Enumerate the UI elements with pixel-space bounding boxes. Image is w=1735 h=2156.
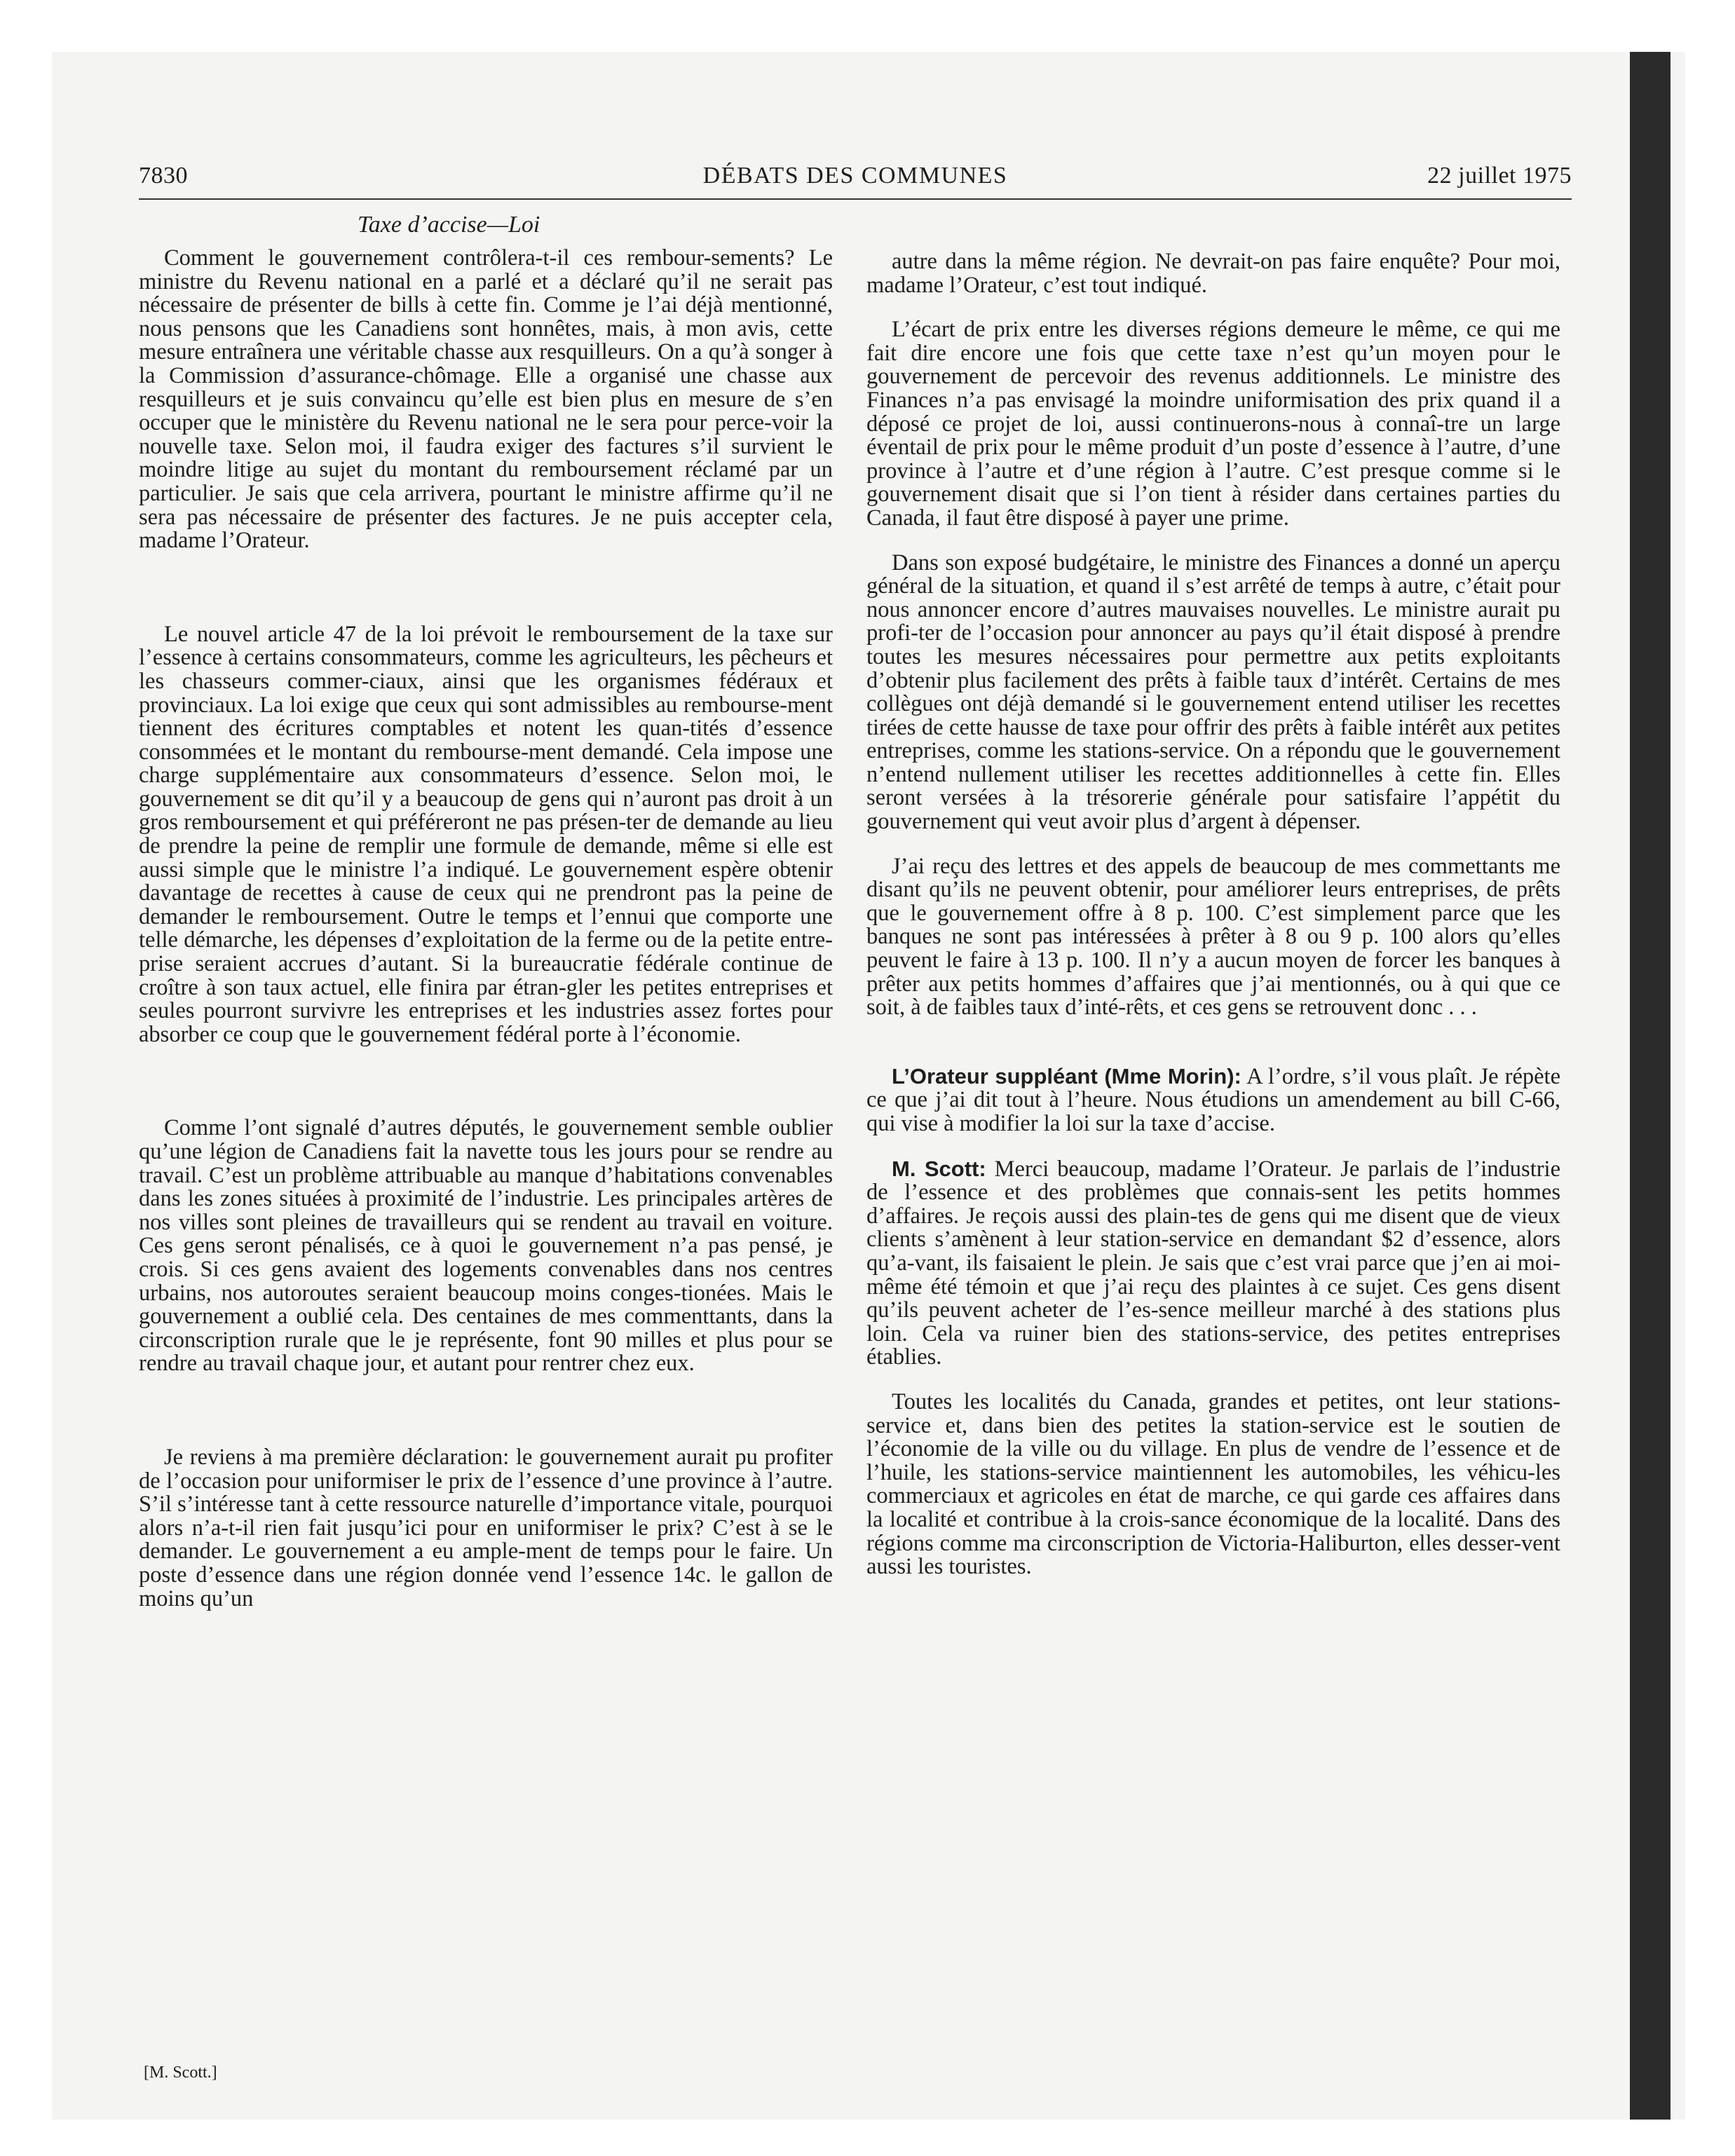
paragraph: autre dans la même région. Ne devrait-on pas faire enquête? Pour moi, madame l’Orateur, c’est tout indiqué. (866, 249, 1560, 298)
left-column (139, 247, 833, 1611)
speaker-name: L’Orateur suppléant (Mme Morin): (892, 1063, 1241, 1089)
paragraph: J’ai reçu des lettres et des appels de beaucoup de mes commettants me disant qu’ils ne peuvent obtenir, pour améliorer leurs entreprises, de prêts que le gouvernement offre à 8 p. 100. C’est simplement parce que les banques ne sont pas intéressées à prêter à 8 ou 9 p. 100 alors qu’elles peuvent le faire à 13 p. 100. Il n’y a aucun moyen de forcer les banques à prêter aux petits hommes d’affaires que j’ai mentionnés, ou à qui que ce soit, à de faibles taux d’inté-rêts, et ces gens se retrouvent donc . . . (866, 853, 1560, 1021)
speech-scott (866, 1157, 1560, 1370)
paragraph: Toutes les localités du Canada, grandes et petites, ont leur stations-service et, dans bien des petites la station-service est le soutien de l’économie de la ville ou du village. En plus de vendre de l’essence et de l’huile, les stations-service maintiennent les automobiles, les véhicu-les commerciaux et agricoles en état de marche, ce qui garde ces affaires dans la localité et contribue à la crois-sance économique de la localité. Dans des régions comme ma circonscription de Victoria-Haliburton, elles desser-vent aussi les touristes. (866, 1389, 1560, 1580)
scan-edge-bar (1630, 52, 1671, 2120)
paragraph: Comment le gouvernement contrôlera-t-il ces rembour-sements? Le ministre du Revenu national en a parlé et a déclaré qu’il ne serait pas nécessaire de présenter de bills à cette fin. Comme je l’ai déjà mentionné, nous pensons que les Canadiens sont honnêtes, mais, à mon avis, cette mesure entraînera une véritable chasse aux resquilleurs. On a qu’à songer à la Commission d’assurance-chômage. Elle a organisé une chasse aux resquilleurs et je suis convaincu qu’elle est bien plus en mesure de s’en occuper que le ministère du Revenu national ne le sera pour perce-voir la nouvelle taxe. Selon moi, il faudra exiger des factures s’il survient le moindre litige au sujet du montant du remboursement réclamé par un particulier. Je sais que cela arrivera, pourtant le ministre affirme qu’il ne sera pas nécessaire de présenter des factures. Je ne puis accepter cela, madame l’Orateur. (139, 245, 833, 554)
paragraph: Le nouvel article 47 de la loi prévoit le remboursement de la taxe sur l’essence à certains consommateurs, comme les agriculteurs, les pêcheurs et les chasseurs commer-ciaux, ainsi que les organismes fédéraux et provinciaux. La loi exige que ceux qui sont admissibles au rembourse-ment tiennent des écritures comptables et notent les quan-tités d’essence consommées et le montant du rembourse-ment demandé. Cela impose une charge supplémentaire aux consommateurs d’essence. Selon moi, le gouvernement se dit qu’il y a beaucoup de gens qui n’auront pas droit à un gros remboursement et qui préféreront ne pas présen-ter de demande au lieu de prendre la peine de remplir une formule de demande, même si elle est aussi simple que le ministre l’a indiqué. Le gouvernement espère obtenir davantage de recettes à cause de ceux qui ne prendront pas la peine de demander le remboursement. Outre le temps et l’ennui que comporte une telle démarche, les dépenses d’exploitation de la ferme ou de la petite entre-prise seraient accrues d’autant. Si la bureaucratie fédérale continue de croître à son taux actuel, elle finira par étran-gler les petites entreprises et seules pourront survivre les entreprises et les industries assez fortes pour absorber ce coup que le gouvernement fédéral porte à l’économie. (139, 621, 833, 1047)
section-subheading: Taxe d’accise—Loi (358, 212, 540, 238)
header-rule (139, 198, 1572, 200)
speech-text: A l’ordre, s’il vous plaît. Je répète ce que j’ai dit tout à l’heure. Nous étudions un amendement au bill C-66, qui vise à modifier la loi sur la taxe d’accise. (866, 1063, 1561, 1136)
page-date: 22 juillet 1975 (1427, 163, 1572, 189)
paragraph: Comme l’ont signalé d’autres députés, le gouvernement semble oublier qu’une légion de Canadiens fait la navette tous les jours pour se rendre au travail. C’est un problème attribuable au manque d’habitations convenables dans les zones situées à proximité de l’industrie. Les principales artères de nos villes sont pleines de travailleurs qui se rendent au travail en voiture. Ces gens seront pénalisés, ce à quoi le gouvernement n’a pas pensé, je crois. Si ces gens avaient des logements convenables dans nos centres urbains, nos autoroutes seraient beaucoup moins conges-tionées. Mais le gouvernement a oublié cela. Des centaines de mes commenttants, dans la circonscription rurale que le je représente, font 90 milles et plus pour se rendre au travail chaque jour, et autant pour rentrer chez eux. (139, 1115, 833, 1377)
paragraph: Je reviens à ma première déclaration: le gouvernement aurait pu profiter de l’occasion pour uniformiser le prix de l’essence d’une province à l’autre. S’il s’intéresse tant à cette ressource naturelle d’importance vitale, pourquoi alors n’a-t-il rien fait jusqu’ici pour en uniformiser le prix? C’est à se le demander. Le gouvernement a eu ample-ment de temps pour le faire. Un poste d’essence dans une région donnée vend l’essence 14c. le gallon de moins qu’un (139, 1444, 833, 1611)
speech-text: Merci beaucoup, madame l’Orateur. Je parlais de l’industrie de l’essence et des problèmes que connais-sent les petits hommes d’affaires. Je reçois aussi des plain-tes de gens qui me disent que de vieux clients s’amènent à leur station-service en demandant $2 d’essence, alors qu’a-vant, ils faisaient le plein. Je sais que c’est vrai parce que j’en ai moi-même été témoin et que j’ai reçu des plaintes à ce sujet. Ces gens disent qu’ils peuvent acheter de l’es-sence meilleur marché à des stations plus loin. Cela va ruiner bien des stations-service, des petites entreprises établies. (866, 1156, 1561, 1370)
page-number: 7830 (139, 163, 188, 189)
paragraph: Dans son exposé budgétaire, le ministre des Finances a donné un aperçu général de la situation, et quand il s’est arrêté de temps à autre, c’était pour nous annoncer encore d’autres mauvaises nouvelles. Le ministre aurait pu profi-ter de l’occasion pour annoncer au pays qu’il était disposé à prendre toutes les mesures nécessaires pour permettre aux petits exploitants d’obtenir plus facilement des prêts à faible taux d’intérêt. Certains de mes collègues ont déjà demandé si le gouvernement entend utiliser les recettes tirées de cette hausse de taxe pour offrir des prêts à faible intérêt aux petites entreprises, comme les stations-service. On a répondu que le gouvernement n’entend nullement utiliser les recettes additionnelles à cette fin. Elles seront versées à la trésorerie générale pour satisfaire l’appétit du gouvernement qui veut avoir plus d’argent à dépenser. (866, 550, 1560, 835)
publication-title: DÉBATS DES COMMUNES (702, 163, 1008, 189)
speaker-name: M. Scott: (892, 1156, 986, 1181)
speaker-footer: [M. Scott.] (144, 2063, 217, 2082)
right-column (866, 250, 1560, 1579)
speech-orateur (866, 1065, 1560, 1136)
page-header (139, 163, 1572, 196)
paragraph: L’écart de prix entre les diverses régions demeure le même, ce qui me fait dire encore une fois que cette taxe n’est qu’un moyen pour le gouvernement de percevoir des revenus additionnels. Le ministre des Finances n’a pas envisagé la moindre uniformisation des prix quand il a déposé ce projet de loi, aussi continuerons-nous à connaî-tre un large éventail de prix pour le même produit d’un poste d’essence à l’autre, d’une province à l’autre et d’une région à l’autre. C’est presque comme si le gouvernement disait que si l’on tient à résider dans certaines parties du Canada, il faut être disposé à payer une prime. (866, 317, 1560, 531)
